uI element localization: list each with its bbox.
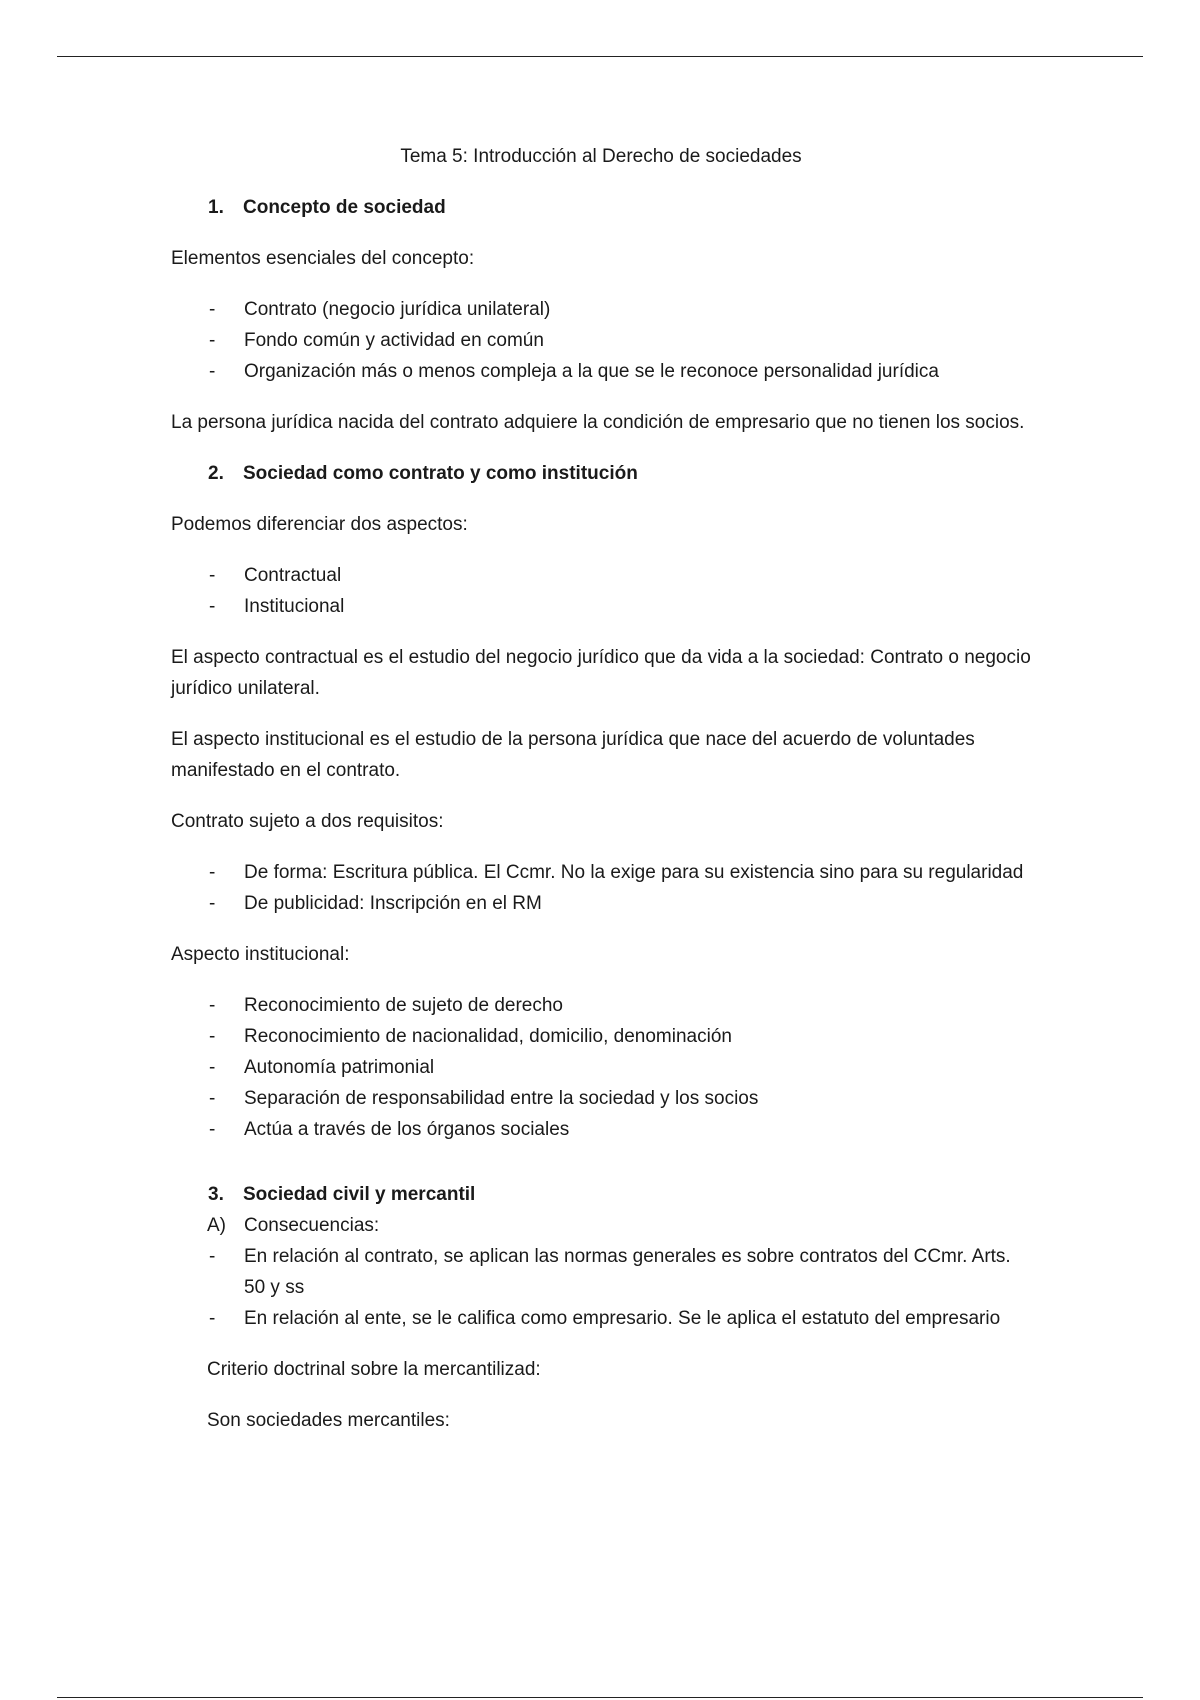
dash-bullet: - — [209, 1057, 216, 1078]
section-heading-1 — [171, 192, 1031, 223]
list-item: - Separación de responsabilidad entre la sociedad y los socios — [171, 1083, 1031, 1114]
paragraph: Criterio doctrinal sobre la mercantilizad: — [207, 1359, 541, 1380]
dash-bullet: - — [209, 1026, 216, 1047]
list-item: - Contractual — [171, 560, 1031, 591]
bullet-list — [171, 1241, 1031, 1334]
dash-bullet: - — [209, 565, 216, 586]
dash-bullet: - — [209, 1119, 216, 1140]
list-item: - Organización más o menos compleja a la que se le reconoce personalidad jurídica — [171, 356, 1031, 387]
paragraph: Son sociedades mercantiles: — [207, 1410, 450, 1431]
document-title: Tema 5: Introducción al Derecho de sociedades — [400, 146, 802, 167]
list-item: - Reconocimiento de nacionalidad, domicilio, denominación — [171, 1021, 1031, 1052]
list-item: - Fondo común y actividad en común — [171, 325, 1031, 356]
bullet-list — [171, 857, 1031, 919]
dash-bullet: - — [209, 1246, 216, 1267]
subsection-label — [171, 1210, 1031, 1241]
section-heading-text: Concepto de sociedad — [243, 197, 446, 218]
list-item: - En relación al ente, se le califica como empresario. Se le aplica el estatuto del empresario — [171, 1303, 1031, 1334]
list-item: - Actúa a través de los órganos sociales — [171, 1114, 1031, 1145]
dash-bullet: - — [209, 1308, 216, 1329]
dash-bullet: - — [209, 361, 216, 382]
dash-bullet: - — [209, 1088, 216, 1109]
subsection-letter: A) — [207, 1215, 226, 1236]
list-item: - Institucional — [171, 591, 1031, 622]
bullet-list — [171, 560, 1031, 622]
paragraph: El aspecto contractual es el estudio del negocio jurídico que da vida a la sociedad: Contrato o negocio jurídico unilateral. — [171, 647, 1031, 699]
dash-bullet: - — [209, 330, 216, 351]
subsection-heading-text: Consecuencias: — [244, 1215, 380, 1236]
header-rule — [57, 56, 1143, 57]
paragraph: Contrato sujeto a dos requisitos: — [171, 811, 444, 832]
list-item: - Autonomía patrimonial — [171, 1052, 1031, 1083]
list-item: - De forma: Escritura pública. El Ccmr. No la exige para su existencia sino para su regularidad — [171, 857, 1031, 888]
paragraph: El aspecto institucional es el estudio de la persona jurídica que nace del acuerdo de voluntades manifestado en el contrato. — [171, 729, 975, 781]
paragraph: Aspecto institucional: — [171, 944, 350, 965]
dash-bullet: - — [209, 299, 216, 320]
section-heading-3 — [171, 1179, 1031, 1210]
bullet-list — [171, 990, 1031, 1145]
section-heading-2 — [171, 458, 1031, 489]
list-item: - Contrato (negocio jurídica unilateral) — [171, 294, 1031, 325]
list-item: - Reconocimiento de sujeto de derecho — [171, 990, 1031, 1021]
paragraph: La persona jurídica nacida del contrato adquiere la condición de empresario que no tienen los socios. — [171, 412, 1025, 433]
paragraph: Podemos diferenciar dos aspectos: — [171, 514, 468, 535]
dash-bullet: - — [209, 995, 216, 1016]
footer-rule — [57, 1697, 1143, 1698]
document-page — [171, 141, 1031, 1456]
section-number: 1. — [208, 197, 224, 218]
section-heading-text: Sociedad civil y mercantil — [243, 1184, 476, 1205]
section-heading-text: Sociedad como contrato y como institución — [243, 463, 638, 484]
list-item: - En relación al contrato, se aplican las normas generales es sobre contratos del CCmr. Arts. 50 y ss — [171, 1241, 1031, 1303]
dash-bullet: - — [209, 893, 216, 914]
dash-bullet: - — [209, 862, 216, 883]
section-number: 2. — [208, 463, 224, 484]
list-item: - De publicidad: Inscripción en el RM — [171, 888, 1031, 919]
paragraph: Elementos esenciales del concepto: — [171, 248, 475, 269]
bullet-list — [171, 294, 1031, 387]
dash-bullet: - — [209, 596, 216, 617]
section-number: 3. — [208, 1184, 224, 1205]
